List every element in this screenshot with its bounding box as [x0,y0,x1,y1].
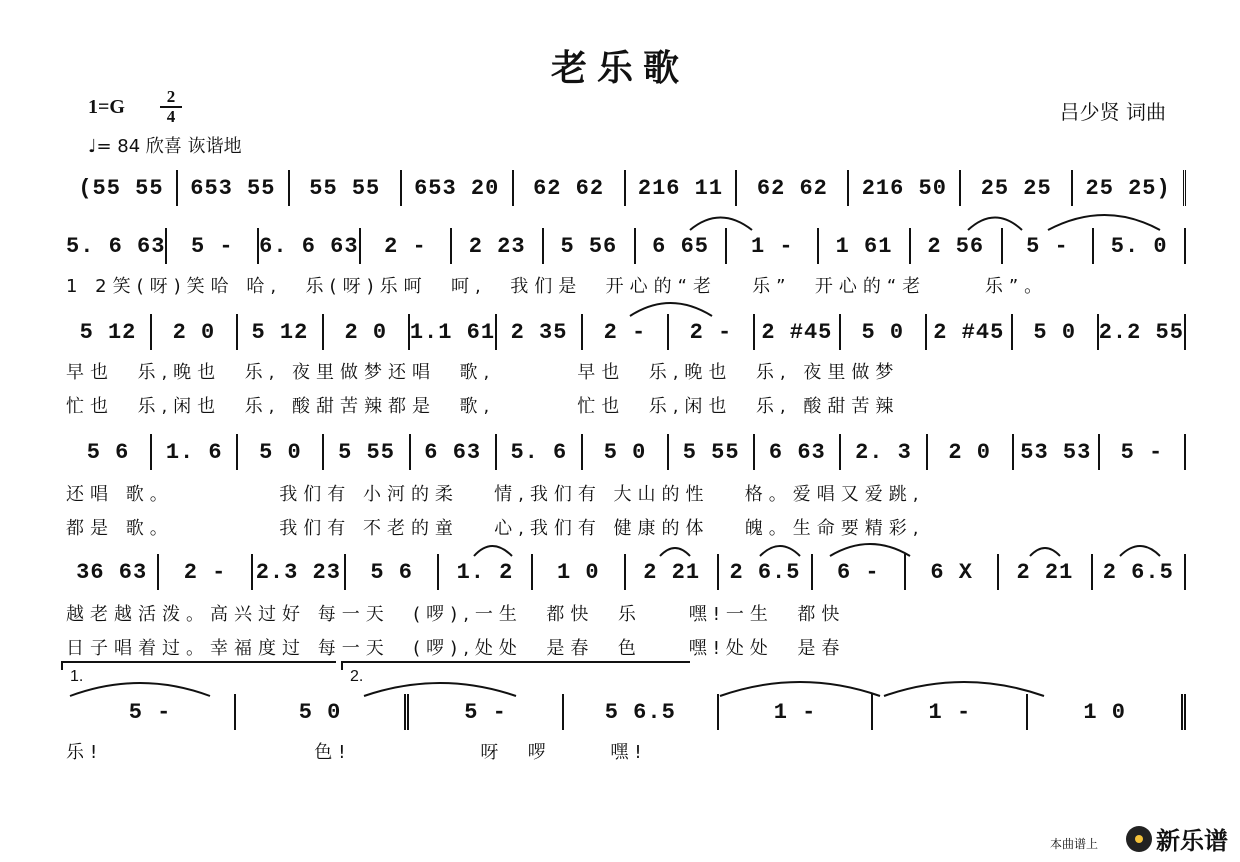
slur [1048,215,1160,230]
meter-bottom: 4 [166,107,176,126]
measure: 5. 6 [497,434,583,470]
measure: 1 61 [819,228,911,264]
measure: 5 0 [1013,314,1099,350]
measure: 6 63 [755,434,841,470]
slur [760,546,800,556]
slur [968,218,1022,231]
measure: 5 0 [583,434,669,470]
measure: 6 63 [411,434,497,470]
record-disc-icon [1126,826,1152,852]
measure: 2.2 55 [1099,314,1186,350]
slur [690,218,752,231]
measure: 2 - [159,554,252,590]
measure: 5 - [167,228,259,264]
volta-bracket [342,662,690,670]
site-logo [1126,821,1228,856]
song-title: 老乐歌 [550,47,689,89]
tempo-text: = 84 欣喜 诙谐地 [96,136,242,157]
measure: 5 0 [238,434,324,470]
first-ending-label: 1. [70,668,84,685]
measure: 5 12 [238,314,324,350]
measure: 653 55 [178,170,290,206]
measure: 2 - [583,314,669,350]
measure: 2 21 [999,554,1092,590]
measure: 2 0 [928,434,1014,470]
measure: 62 62 [737,170,849,206]
quarter-note-icon: ♩ [88,136,97,157]
measure: 5 0 [236,694,409,730]
slur [364,683,516,696]
slur [830,544,910,556]
measure: 5 6.5 [564,694,719,730]
measure: 1. 6 [152,434,238,470]
measure: 1 0 [533,554,626,590]
measure: 6. 6 63 [259,228,360,264]
measure: 25 25 [961,170,1073,206]
slur [1030,548,1060,556]
measure: 5 12 [66,314,152,350]
second-ending-label: 2. [350,668,364,685]
meter-top: 2 [160,88,182,108]
lyric-line: 都是 歌。 我们有 不老的童 心,我们有 健康的体 魄。生命要精彩, [66,518,925,539]
measure: 2 - [361,228,453,264]
measure: 1 - [727,228,819,264]
measure: 6 - [813,554,906,590]
measure: 6 65 [636,228,728,264]
measure: 5 56 [544,228,636,264]
lyric-line: 1 2笑(呀)笑哈 哈, 乐(呀)乐呵 呵, 我们是 开心的“老 乐” 开心的“老 乐”。 [66,276,1049,297]
measure: 5 55 [669,434,755,470]
lyric-line: 日子唱着过。幸福度过 每一天 (啰),处处 是春 色 嘿!处处 是春 [66,638,846,659]
measure: 5 - [1100,434,1186,470]
measure: 5 - [409,694,564,730]
measure: 653 20 [402,170,514,206]
measure: 1. 2 [439,554,532,590]
measure: 62 62 [514,170,626,206]
measure: 2 0 [324,314,410,350]
measure: 2 #45 [927,314,1013,350]
slur [70,683,210,696]
measure: 5 6 [66,434,152,470]
measure: 2 35 [497,314,583,350]
lyric-line: 忙也 乐,闲也 乐, 酸甜苦辣都是 歌, 忙也 乐,闲也 乐, 酸甜苦辣 [66,396,900,417]
measure: 2 - [669,314,755,350]
measure: 2 6.5 [719,554,812,590]
slur [660,548,690,556]
measure: 1 0 [1028,694,1186,730]
logo-text: 新乐谱 [1156,827,1228,855]
measure: 6 X [906,554,999,590]
slur [630,303,712,316]
measure: 2.3 23 [253,554,346,590]
measure: 5 - [1003,228,1095,264]
slur [884,682,1044,696]
measure: 216 50 [849,170,961,206]
measure: 5. 6 63 [66,228,167,264]
measure: 25 25) [1073,170,1186,206]
measure: 5 6 [346,554,439,590]
measure: 5. 0 [1094,228,1186,264]
measure: 216 11 [626,170,738,206]
measure: 36 63 [66,554,159,590]
measure: 53 53 [1014,434,1100,470]
measure: 55 55 [290,170,402,206]
slur [474,546,512,556]
measure: 2 0 [152,314,238,350]
measure: 2 21 [626,554,719,590]
measure: (55 55 [66,170,178,206]
measure: 2. 3 [841,434,927,470]
measure: 1 - [719,694,874,730]
lyric-line: 乐! 色! 呀 啰 嘿! [66,742,648,763]
measure: 1.1 61 [410,314,497,350]
measure: 2 #45 [755,314,841,350]
volta-bracket [62,662,336,670]
measure: 5 - [66,694,236,730]
measure: 5 0 [841,314,927,350]
measure: 2 23 [452,228,544,264]
measure: 2 56 [911,228,1003,264]
footer-label: 本曲谱上 [1049,837,1098,851]
lyric-line: 早也 乐,晚也 乐, 夜里做梦还唱 歌, 早也 乐,晚也 乐, 夜里做梦 [66,362,900,383]
measure: 1 - [873,694,1028,730]
measure: 5 55 [324,434,410,470]
lyric-line: 越老越活泼。高兴过好 每一天 (啰),一生 都快 乐 嘿!一生 都快 [66,604,846,625]
author-credit: 吕少贤 词曲 [1059,100,1166,124]
slur [720,682,880,696]
key-signature: 1=G [88,96,125,118]
measure: 2 6.5 [1093,554,1186,590]
slur [1120,546,1160,556]
lyric-line: 还唱 歌。 我们有 小河的柔 情,我们有 大山的性 格。爱唱又爱跳, [66,484,925,505]
